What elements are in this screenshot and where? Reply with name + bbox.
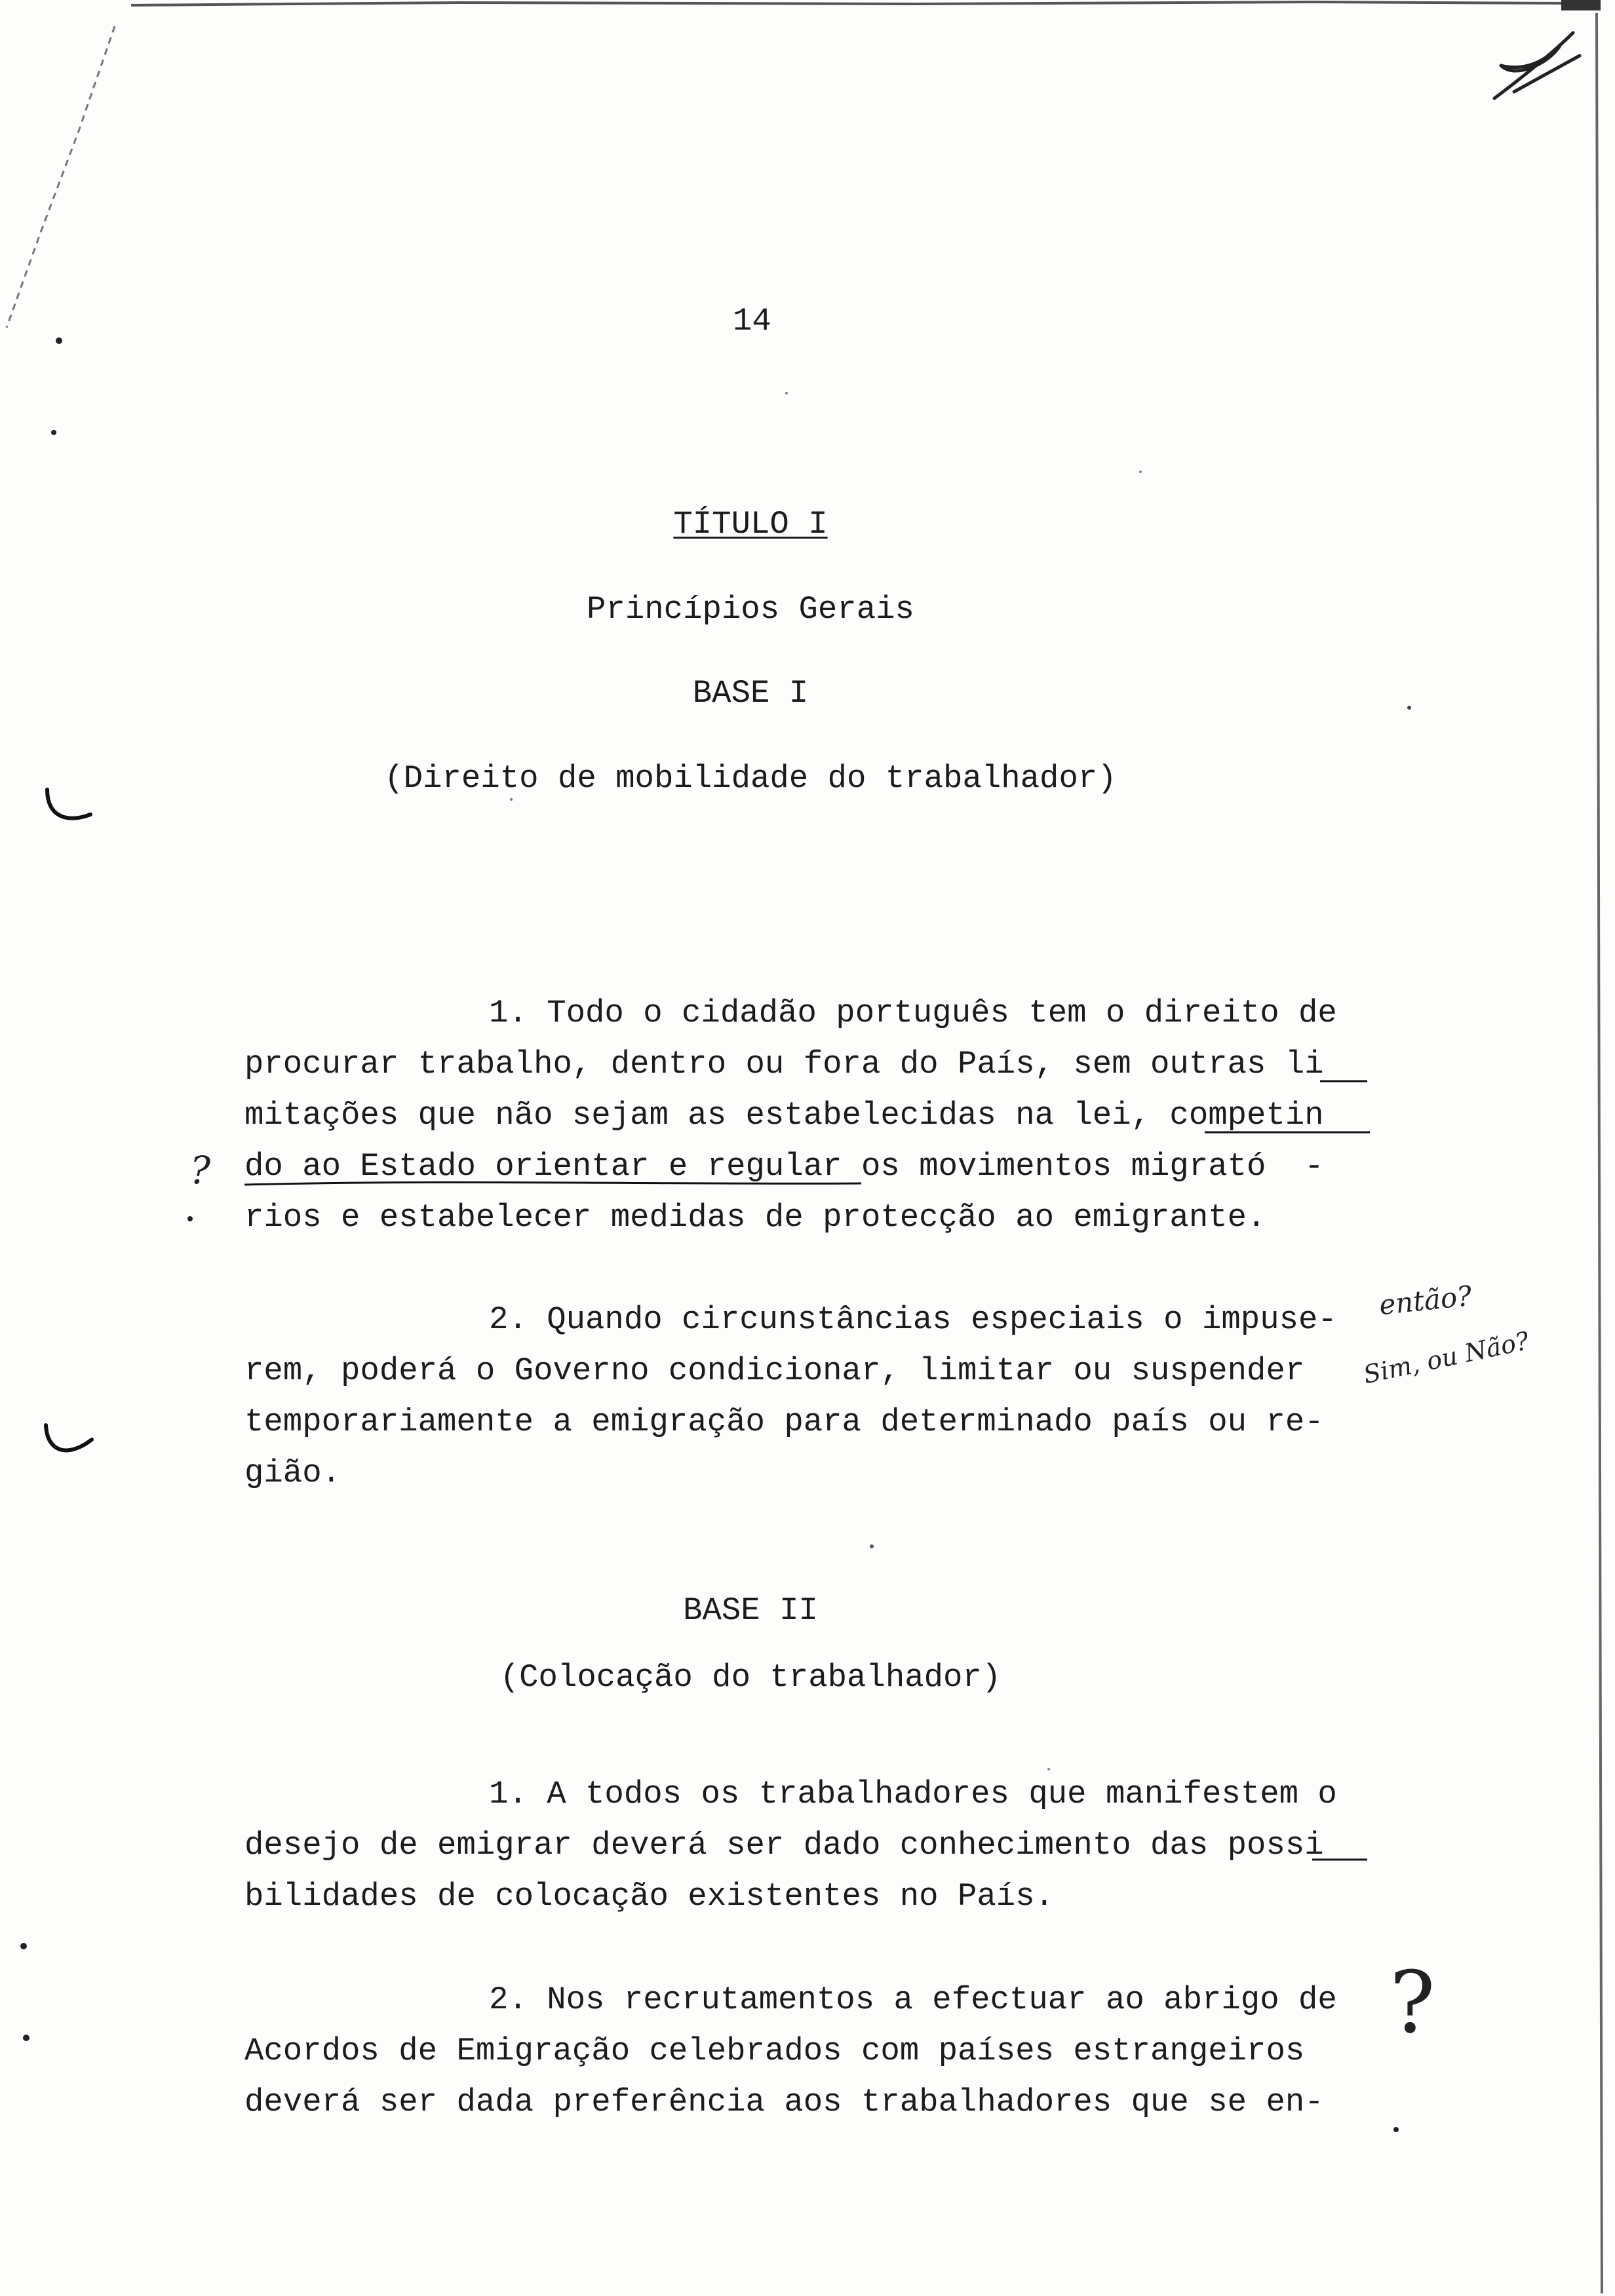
base-ii-subheading: (Colocação do trabalhador) (499, 1659, 1002, 1696)
paragraph-line: deverá ser dada preferência aos trabalhadores que se en- (244, 2084, 1324, 2120)
page-number: 14 (733, 303, 771, 339)
paragraph-line: desejo de emigrar deverá ser dado conhecimento das possi (244, 1827, 1324, 1864)
paragraph-line: Acordos de Emigração celebrados com países estrangeiros (244, 2033, 1305, 2069)
margin-note: então? (1377, 1279, 1473, 1322)
paragraph-line: mitações que não sejam as estabelecidas na lei, competin (244, 1097, 1324, 1134)
paragraph-line: 1. Todo o cidadão português tem o direito de (489, 995, 1337, 1031)
paragraph-line: temporariamente a emigração para determinado país ou re- (244, 1404, 1324, 1440)
margin-note: Sim, ou Não? (1361, 1326, 1532, 1390)
margin-question-mark: ? (190, 1148, 211, 1193)
base-i-subheading: (Direito de mobilidade do trabalhador) (384, 760, 1117, 797)
paragraph-line: gião. (244, 1455, 341, 1491)
paragraph-line: rem, poderá o Governo condicionar, limitar ou suspender (244, 1352, 1305, 1389)
paragraph-line: 1. A todos os trabalhadores que manifestem o (489, 1776, 1337, 1812)
title-subtitle: Princípios Gerais (587, 591, 914, 628)
paragraph-line: 2. Nos recrutamentos a efectuar ao abrigo de (489, 1981, 1337, 2018)
paragraph-line: procurar trabalho, dentro ou fora do País, sem outras li (244, 1046, 1324, 1082)
paragraph-line: rios e estabelecer medidas de protecção ao emigrante. (244, 1199, 1266, 1236)
base-i-heading: BASE I (692, 675, 809, 712)
paragraph-line: 2. Quando circunstâncias especiais o impuse- (489, 1301, 1337, 1338)
paragraph-line: do ao Estado orientar e regular os movimentos migrató - (244, 1148, 1324, 1185)
title-heading: TÍTULO I (673, 506, 828, 543)
base-ii-heading: BASE II (683, 1592, 818, 1629)
margin-question-mark: ? (1390, 1953, 1435, 2052)
paragraph-line: bilidades de colocação existentes no País. (244, 1878, 1055, 1915)
